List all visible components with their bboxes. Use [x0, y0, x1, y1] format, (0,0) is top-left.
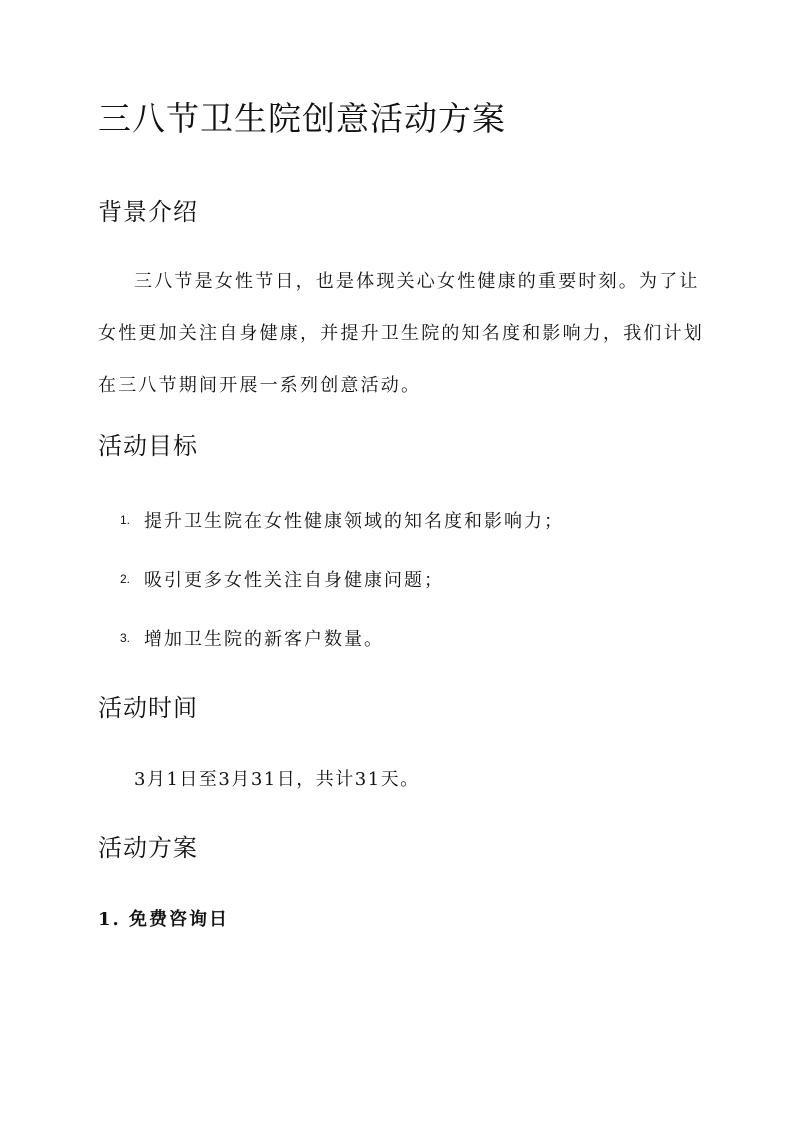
section-heading-plan: 活动方案 [98, 834, 198, 862]
list-item [98, 490, 564, 549]
list-item [98, 608, 564, 667]
time-paragraph: 3月1日至3月31日，共计31天。 [134, 769, 420, 790]
list-item-number: 3. [120, 630, 131, 645]
list-item-text: 吸引更多女性关注自身健康问题； [144, 569, 444, 591]
list-item-number: 1. [120, 512, 131, 527]
plan-subheading: 1. 免费咨询日 [98, 909, 230, 930]
section-heading-time: 活动时间 [98, 694, 198, 722]
section-heading-background: 背景介绍 [98, 198, 198, 226]
goals-list [98, 490, 564, 667]
background-paragraph: 三八节是女性节日，也是体现关心女性健康的重要时刻。为了让女性更加关注自身健康，并提升卫生院的知名度和影响力，我们计划在三八节期间开展一系列创意活动。 [98, 271, 704, 396]
list-item-text: 提升卫生院在女性健康领域的知名度和影响力； [144, 510, 564, 532]
section-heading-goals: 活动目标 [98, 432, 198, 460]
list-item-text: 增加卫生院的新客户数量。 [144, 628, 384, 650]
document-title: 三八节卫生院创意活动方案 [98, 99, 506, 138]
list-item [98, 549, 564, 608]
list-item-number: 2. [120, 571, 131, 586]
